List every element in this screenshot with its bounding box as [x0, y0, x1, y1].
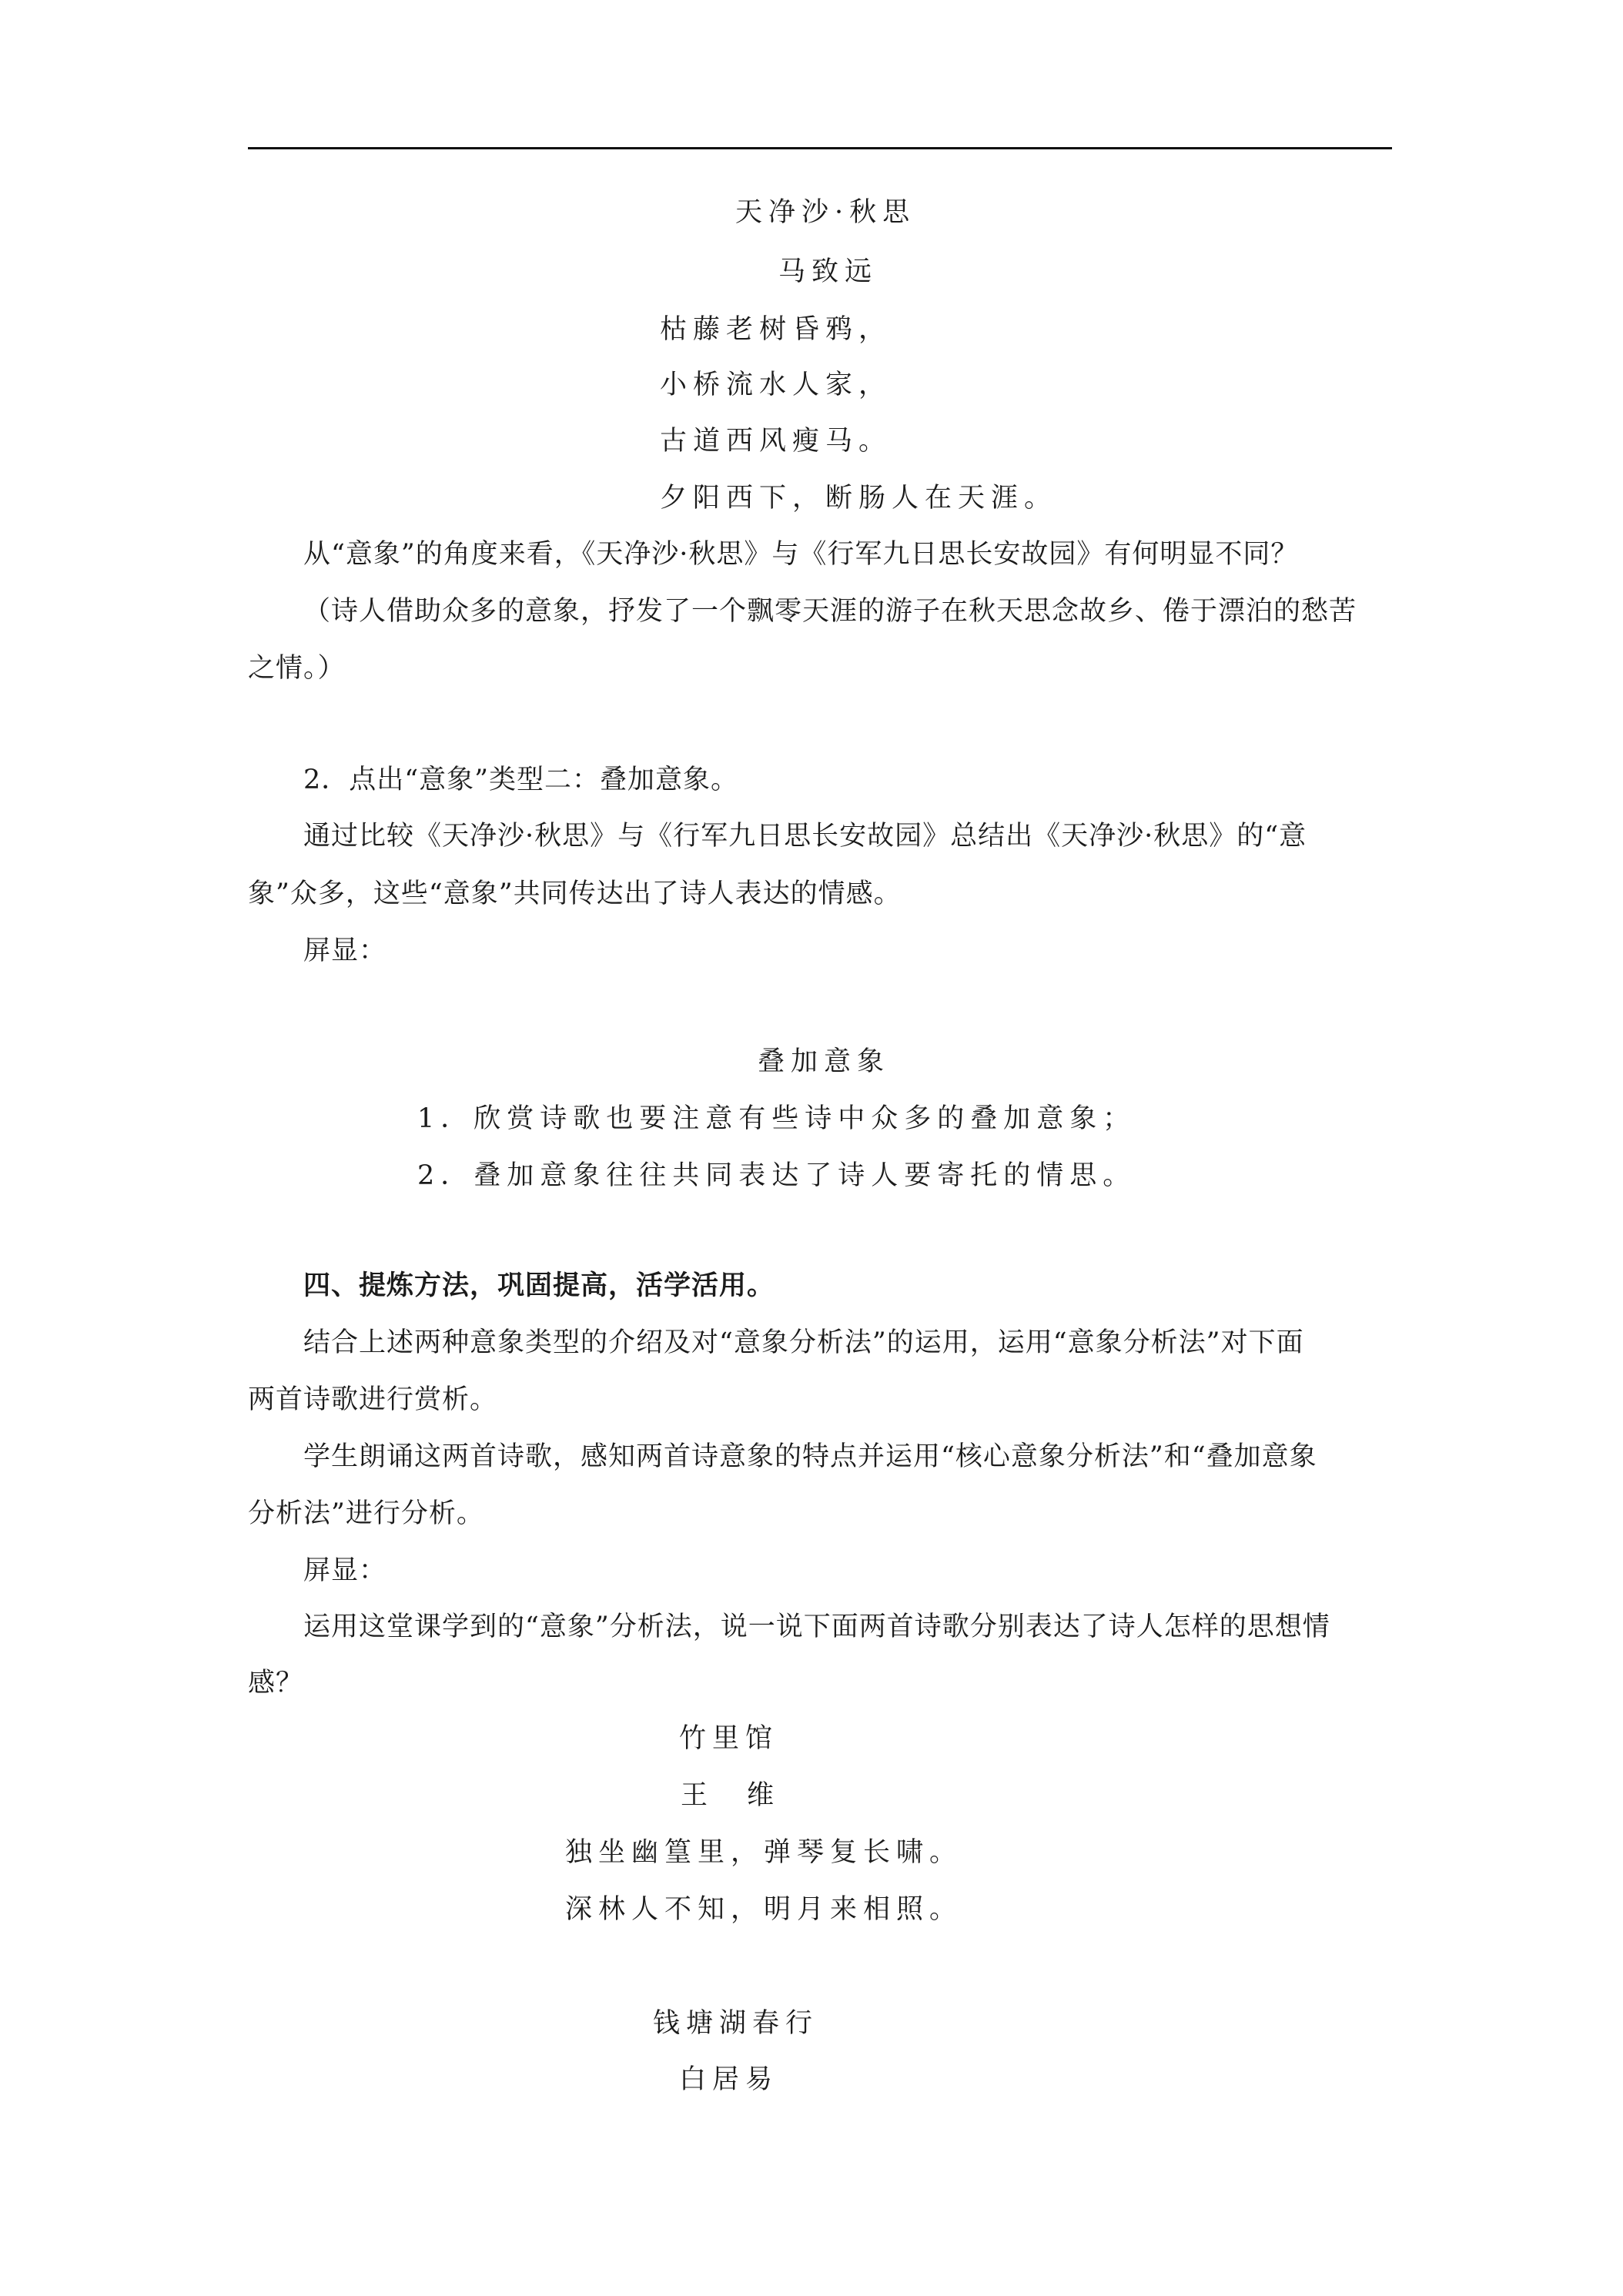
paragraph: 学生朗诵这两首诗歌，感知两首诗意象的特点并运用“核心意象分析法”和“叠加意象	[303, 1441, 1317, 1472]
answer-text: 之情。）	[248, 653, 346, 684]
poem-line: 夕阳西下，断肠人在天涯。	[660, 483, 1058, 514]
paragraph: 通过比较《天净沙·秋思》与《行军九日思长安故园》总结出《天净沙·秋思》的“意	[303, 821, 1307, 852]
paragraph: 两首诗歌进行赏析。	[248, 1384, 498, 1415]
poem-line: 古道西风瘦马。	[660, 426, 892, 457]
poem-line: 枯藤老树昏鸦，	[660, 314, 892, 345]
poem-line: 小桥流水人家，	[660, 370, 892, 400]
box-title: 叠加意象	[758, 1046, 891, 1077]
section-heading: 四、提炼方法，巩固提高，活学活用。	[303, 1270, 775, 1301]
answer-text: （诗人借助众多的意象，抒发了一个飘零天涯的游子在秋天思念故乡、倦于漂泊的愁苦	[303, 596, 1357, 627]
box-item: 2．叠加意象往往共同表达了诗人要寄托的情思。	[417, 1160, 1136, 1191]
poem-author: 马致远	[778, 256, 878, 287]
header-rule	[248, 147, 1392, 149]
question-text: 从“意象”的角度来看，《天净沙·秋思》与《行军九日思长安故园》有何明显不同？	[303, 539, 1299, 570]
poem-author: 王 维	[681, 1780, 781, 1811]
screen-label: 屏显：	[303, 935, 387, 966]
poem-title: 竹里馆	[679, 1723, 779, 1754]
poem-title: 钱塘湖春行	[653, 2008, 819, 2039]
paragraph: 结合上述两种意象类型的介绍及对“意象分析法”的运用，运用“意象分析法”对下面	[303, 1327, 1304, 1358]
prompt-text: 运用这堂课学到的“意象”分析法，说一说下面两首诗歌分别表达了诗人怎样的思想情	[303, 1612, 1330, 1642]
prompt-text: 感？	[248, 1668, 304, 1699]
paragraph: 分析法”进行分析。	[248, 1498, 484, 1529]
paragraph: 象”众多，这些“意象”共同传达出了诗人表达的情感。	[248, 879, 902, 909]
poem-title: 天净沙·秋思	[735, 197, 916, 228]
screen-label: 屏显：	[303, 1555, 387, 1586]
box-item: 1．欣赏诗歌也要注意有些诗中众多的叠加意象；	[417, 1103, 1136, 1134]
section-heading: 2．点出“意象”类型二：叠加意象。	[303, 765, 739, 795]
poem-line: 深林人不知，明月来相照。	[565, 1894, 963, 1925]
poem-line: 独坐幽篁里，弹琴复长啸。	[565, 1837, 963, 1868]
poem-author: 白居易	[679, 2064, 779, 2095]
